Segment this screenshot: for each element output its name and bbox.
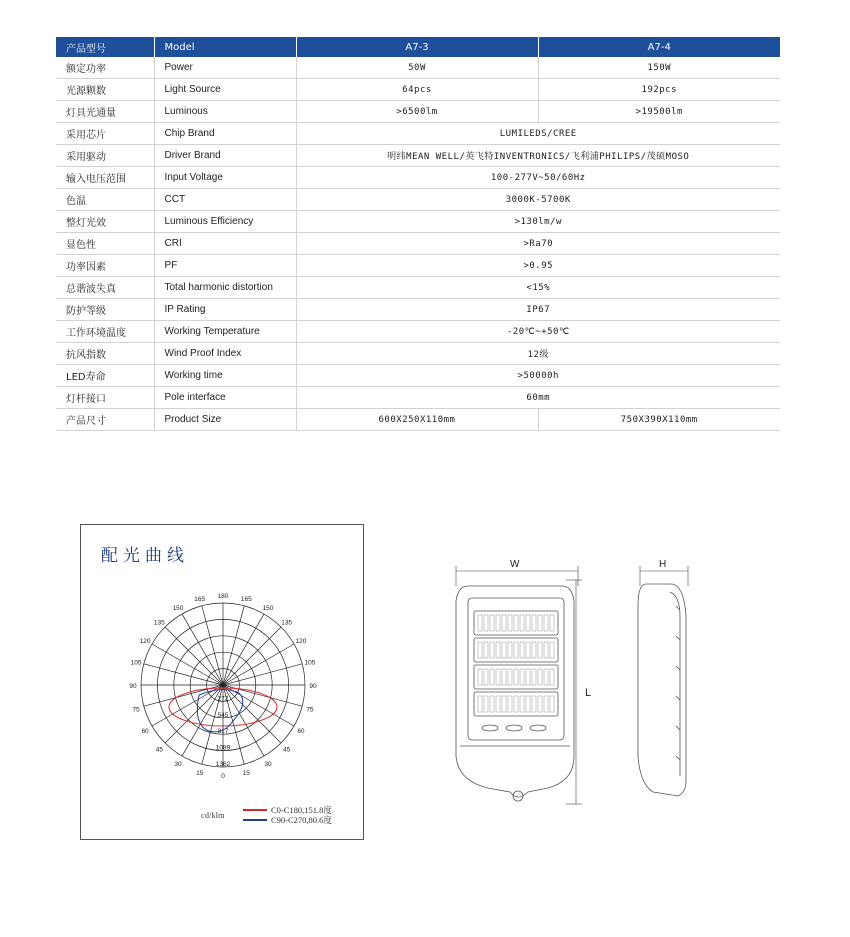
row-label-en: CRI	[154, 233, 296, 255]
row-label-en: Input Voltage	[154, 167, 296, 189]
legend-label: C0-C180,151.8度	[271, 805, 332, 815]
row-label-cn: 功率因素	[56, 255, 154, 277]
angle-label: 75	[306, 706, 314, 714]
row-label-cn: 采用芯片	[56, 123, 154, 145]
angle-label: 0	[221, 773, 225, 780]
header-model-b: A7-4	[538, 37, 780, 57]
spec-table	[56, 37, 780, 431]
table-row	[56, 233, 780, 255]
row-value: >50000h	[296, 365, 780, 387]
angle-label: 15	[242, 769, 250, 777]
table-row	[56, 277, 780, 299]
angle-label: 105	[130, 659, 142, 667]
angle-label: 75	[132, 706, 140, 714]
row-label-cn: 光源颗数	[56, 79, 154, 101]
row-label-en: PF	[154, 255, 296, 277]
row-value-a: 50W	[296, 57, 538, 79]
row-value: 3000K-5700K	[296, 189, 780, 211]
row-value: <15%	[296, 277, 780, 299]
row-label-cn: 抗风指数	[56, 343, 154, 365]
row-label-en: IP Rating	[154, 299, 296, 321]
row-value: 明纬MEAN WELL/英飞特INVENTRONICS/飞利浦PHILIPS/茂硕MOSO	[296, 145, 780, 167]
table-row	[56, 167, 780, 189]
row-value-a: >6500lm	[296, 101, 538, 123]
row-label-cn: 整灯光效	[56, 211, 154, 233]
front-view	[456, 586, 574, 801]
table-row	[56, 211, 780, 233]
row-label-en: Light Source	[154, 79, 296, 101]
polar-chart	[81, 525, 365, 841]
angle-label: 60	[141, 728, 149, 735]
row-label-en: Chip Brand	[154, 123, 296, 145]
row-label-en: CCT	[154, 189, 296, 211]
angle-label: 45	[155, 746, 163, 754]
row-label-cn: 灯杆接口	[56, 387, 154, 409]
table-row	[56, 101, 780, 123]
table-row	[56, 343, 780, 365]
angle-label: 150	[262, 605, 274, 613]
row-label-cn: 色温	[56, 189, 154, 211]
row-label-cn: 输入电压范围	[56, 167, 154, 189]
table-row	[56, 123, 780, 145]
radial-label: 817	[217, 728, 229, 736]
row-label-cn: 防护等级	[56, 299, 154, 321]
row-value: LUMILEDS/CREE	[296, 123, 780, 145]
angle-label: 60	[297, 728, 305, 735]
row-value-b: 150W	[538, 57, 780, 79]
table-row	[56, 145, 780, 167]
light-distribution-panel	[80, 524, 364, 840]
table-row	[56, 57, 780, 79]
angle-label: 165	[240, 596, 252, 604]
row-label-cn: LED寿命	[56, 365, 154, 387]
row-value: 100-277V~50/60Hz	[296, 167, 780, 189]
table-row	[56, 321, 780, 343]
panel-title: 配光曲线	[101, 546, 189, 566]
row-label-cn: 显色性	[56, 233, 154, 255]
unit-label: cd/klm	[201, 810, 225, 820]
angle-label: 135	[281, 619, 293, 627]
table-row	[56, 189, 780, 211]
row-value-b: 750X390X110mm	[538, 409, 780, 431]
row-value: >0.95	[296, 255, 780, 277]
header-en: Model	[154, 37, 296, 57]
table-row	[56, 365, 780, 387]
row-value: -20℃~+50℃	[296, 321, 780, 343]
row-value-a: 600X250X110mm	[296, 409, 538, 431]
row-value: >130lm/w	[296, 211, 780, 233]
angle-label: 150	[172, 605, 184, 613]
angle-label: 15	[196, 769, 204, 777]
angle-label: 90	[129, 683, 137, 690]
row-label-en: Working Temperature	[154, 321, 296, 343]
radial-label: 545	[217, 711, 229, 719]
header-cn: 产品型号	[56, 37, 154, 57]
row-label-cn: 工作环境温度	[56, 321, 154, 343]
table-row	[56, 255, 780, 277]
row-label-en: Product Size	[154, 409, 296, 431]
row-value-a: 64pcs	[296, 79, 538, 101]
row-value: 12级	[296, 343, 780, 365]
product-drawing	[448, 556, 708, 806]
row-label-en: Luminous Efficiency	[154, 211, 296, 233]
radial-label: 1089	[215, 744, 231, 752]
row-label-cn: 采用驱动	[56, 145, 154, 167]
row-label-cn: 灯具光通量	[56, 101, 154, 123]
row-value: >Ra70	[296, 233, 780, 255]
height-label: H	[659, 559, 667, 570]
table-header	[56, 37, 780, 57]
row-label-en: Working time	[154, 365, 296, 387]
led-modules	[478, 615, 554, 712]
legend-label: C90-C270,80.6度	[271, 815, 332, 825]
polar-grid	[141, 603, 305, 767]
row-label-cn: 产品尺寸	[56, 409, 154, 431]
row-label-en: Pole interface	[154, 387, 296, 409]
angle-label: 135	[153, 619, 165, 627]
angle-label: 120	[295, 638, 307, 645]
radial-label: 272	[217, 695, 229, 703]
row-label-en: Wind Proof Index	[154, 343, 296, 365]
angle-label: 90	[309, 683, 317, 690]
row-value: 60mm	[296, 387, 780, 409]
row-label-en: Power	[154, 57, 296, 79]
row-value-b: >19500lm	[538, 101, 780, 123]
width-label: W	[510, 559, 520, 570]
row-label-en: Luminous	[154, 101, 296, 123]
table-row	[56, 387, 780, 409]
row-label-cn: 额定功率	[56, 57, 154, 79]
row-value-b: 192pcs	[538, 79, 780, 101]
header-model-a: A7-3	[296, 37, 538, 57]
angle-label: 180	[217, 593, 229, 600]
row-label-en: Driver Brand	[154, 145, 296, 167]
row-value: IP67	[296, 299, 780, 321]
angle-label: 30	[174, 760, 182, 768]
angle-label: 105	[304, 659, 316, 667]
side-view	[638, 584, 686, 796]
row-label-en: Total harmonic distortion	[154, 277, 296, 299]
radial-label: 1362	[215, 761, 231, 768]
table-row	[56, 299, 780, 321]
table-row	[56, 79, 780, 101]
angle-label: 165	[194, 596, 206, 604]
angle-label: 30	[264, 760, 272, 768]
table-row	[56, 409, 780, 431]
row-label-cn: 总谐波失真	[56, 277, 154, 299]
angle-label: 45	[283, 746, 291, 754]
length-label: L	[585, 687, 592, 699]
angle-label: 120	[139, 638, 151, 645]
